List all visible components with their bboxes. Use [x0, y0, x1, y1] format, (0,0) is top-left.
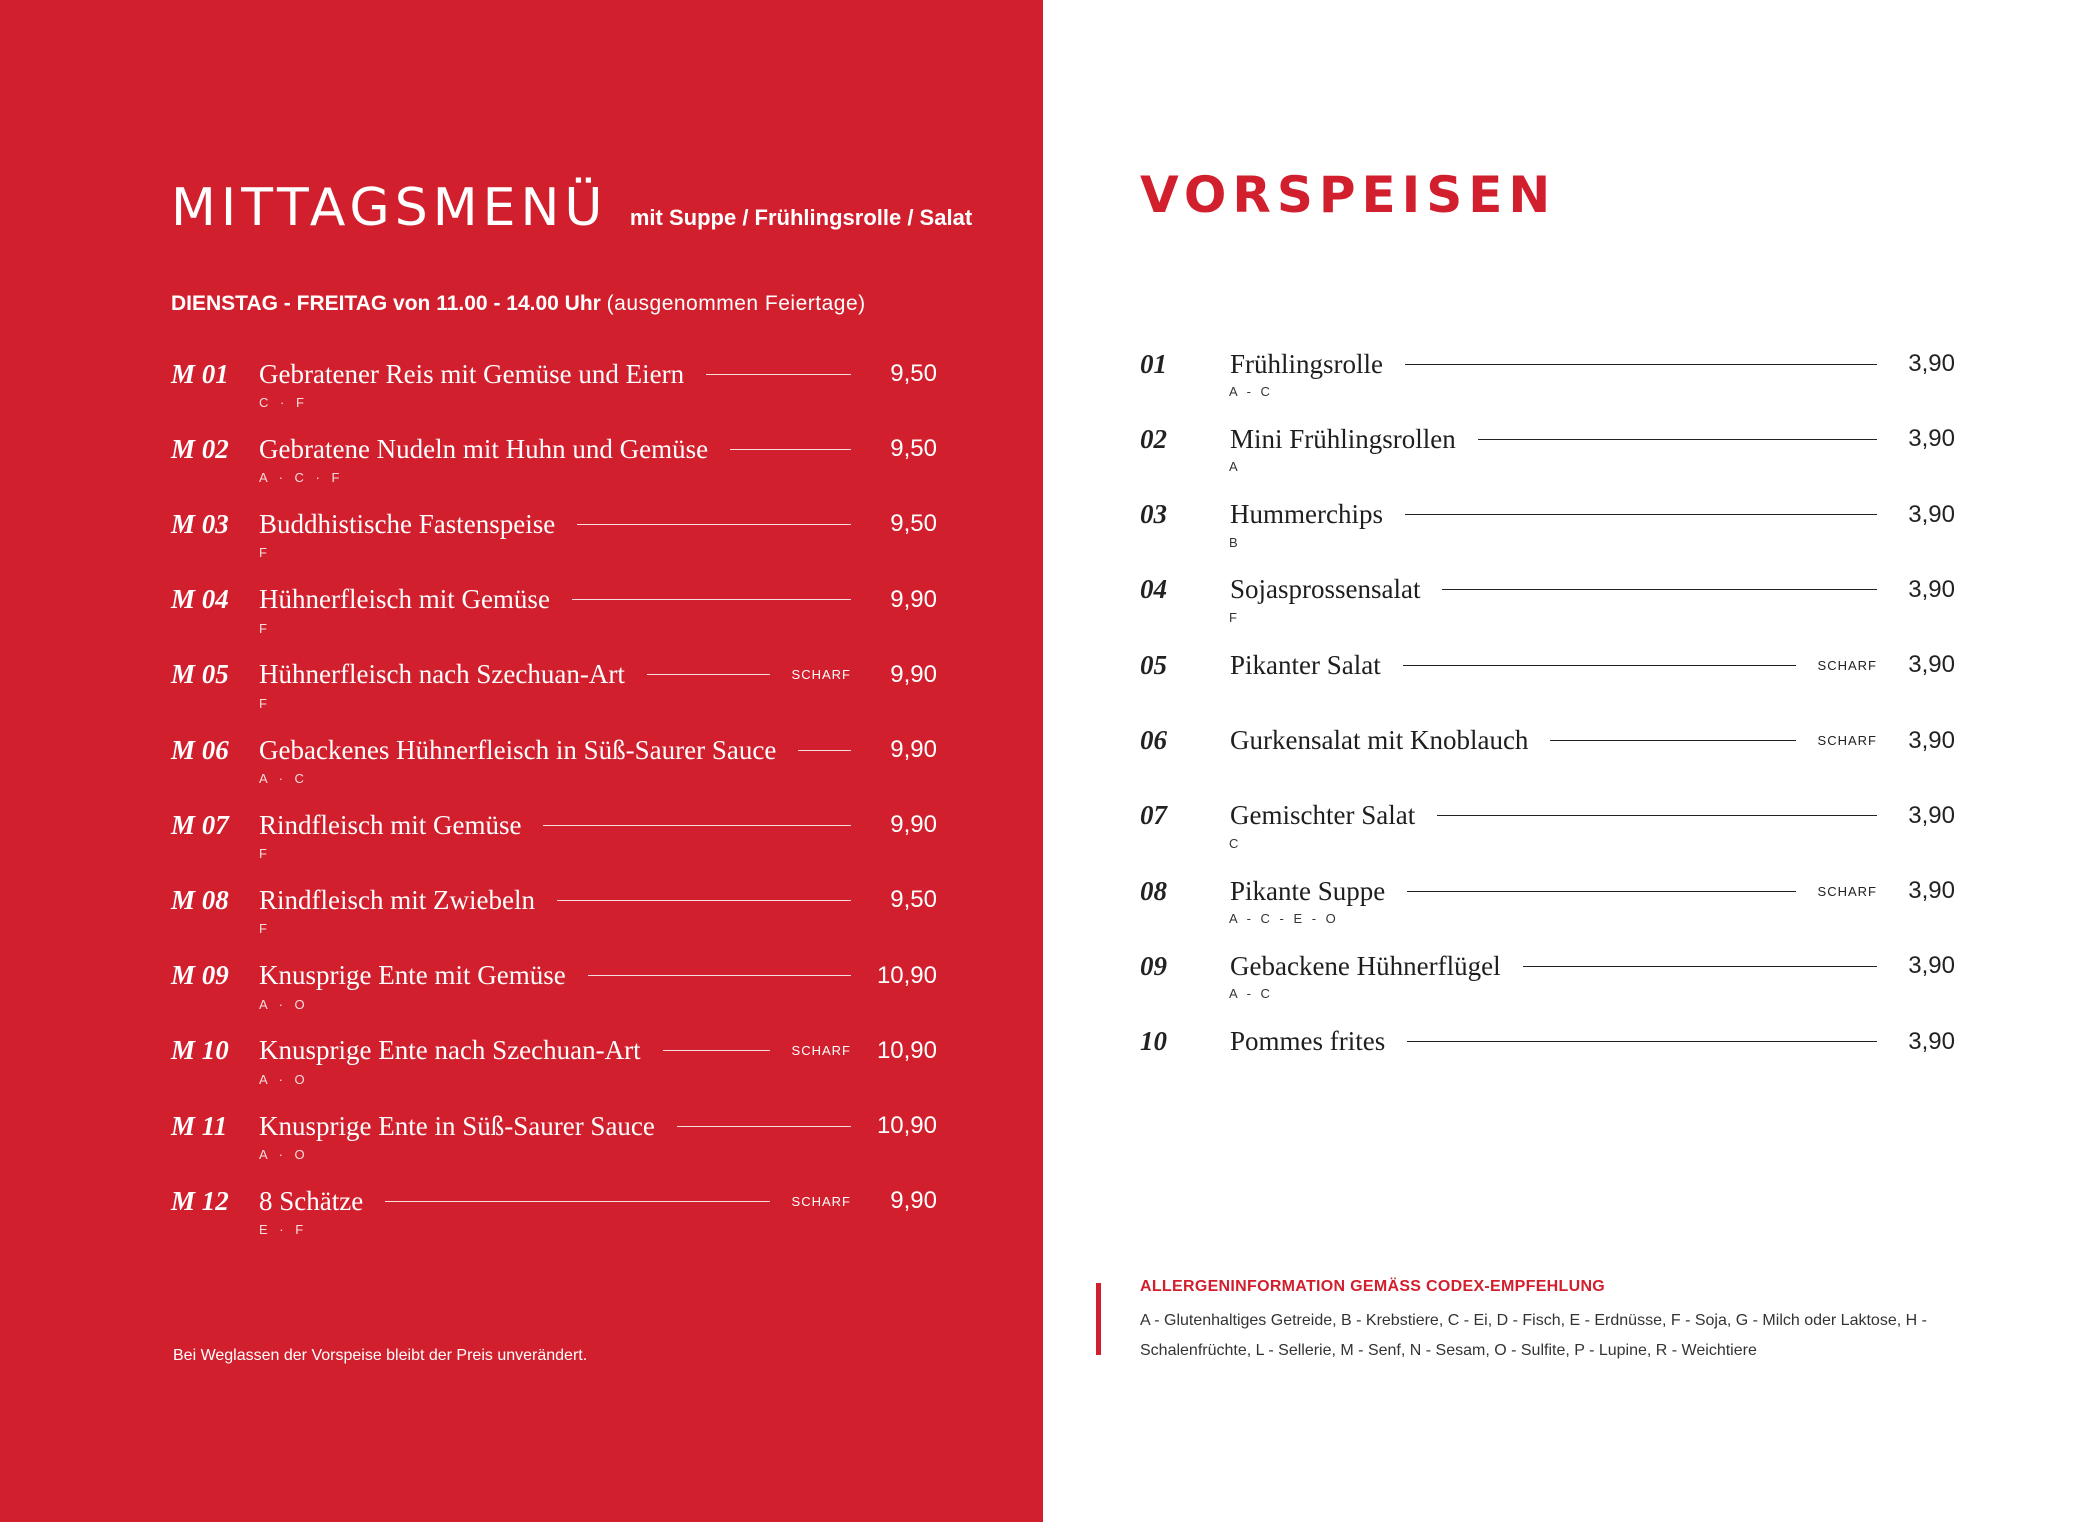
allergen-info-accent-bar — [1096, 1283, 1101, 1355]
item-price: 9,50 — [890, 435, 937, 463]
item-allergens: A · O — [259, 1071, 309, 1087]
item-allergens: F — [259, 695, 271, 711]
item-price: 3,90 — [1908, 877, 1955, 905]
allergen-info-title: ALLERGENINFORMATION GEMÄSS CODEX-EMPFEHLUNG — [1140, 1278, 1606, 1295]
item-name: Buddhistische Fastenspeise — [259, 508, 556, 539]
item-allergens: F — [259, 620, 271, 636]
menu-item — [1140, 414, 1955, 464]
dotted-leader-line — [706, 374, 851, 375]
dotted-leader-line — [385, 1201, 769, 1202]
item-code: 02 — [1140, 423, 1167, 454]
item-code: M 06 — [171, 734, 229, 765]
item-price: 3,90 — [1908, 651, 1955, 679]
item-code: M 03 — [171, 508, 229, 539]
item-price: 9,90 — [890, 660, 937, 688]
item-name: Mini Frühlingsrollen — [1230, 423, 1456, 454]
dotted-leader-line — [1405, 514, 1877, 515]
item-name: Pommes frites — [1230, 1026, 1386, 1057]
spicy-tag: SCHARF — [791, 1043, 851, 1059]
item-name: Pikante Suppe — [1230, 875, 1386, 906]
menu-item — [171, 1101, 937, 1151]
menu-item — [1140, 339, 1955, 389]
item-code: 01 — [1140, 348, 1167, 379]
item-code: M 07 — [171, 809, 229, 840]
item-name: Rindfleisch mit Zwiebeln — [259, 884, 535, 915]
menu-item — [171, 499, 937, 549]
dotted-leader-line — [572, 599, 851, 600]
menu-item — [171, 650, 937, 700]
item-price: 10,90 — [876, 1112, 937, 1139]
dotted-leader-line — [1523, 966, 1877, 967]
item-name: Hummerchips — [1230, 499, 1383, 530]
item-price: 3,90 — [1908, 350, 1955, 377]
item-allergens: A · C · F — [259, 470, 344, 486]
dotted-leader-line — [557, 900, 851, 901]
item-code: 03 — [1140, 499, 1167, 530]
item-name: Gebackene Hühnerflügel — [1230, 950, 1501, 981]
item-name: Knusprige Ente in Süß-Saurer Sauce — [259, 1110, 655, 1141]
spicy-tag: SCHARF — [1817, 657, 1877, 673]
item-name: Gebratene Nudeln mit Huhn und Gemüse — [259, 433, 709, 464]
item-name: Frühlingsrolle — [1230, 348, 1383, 379]
menu-item — [1140, 791, 1955, 841]
menu-item — [1140, 640, 1955, 690]
dotted-leader-line — [663, 1050, 770, 1051]
item-name: 8 Schätze — [259, 1185, 364, 1216]
menu-item — [171, 951, 937, 1001]
dotted-leader-line — [730, 449, 851, 450]
dotted-leader-line — [543, 825, 851, 826]
menu-item — [171, 1176, 937, 1226]
item-code: 04 — [1140, 574, 1167, 605]
item-price: 3,90 — [1908, 425, 1955, 453]
item-price: 9,90 — [890, 585, 937, 613]
menu-item — [171, 725, 937, 775]
lunch-footnote: Bei Weglassen der Vorspeise bleibt der Preis unverändert. — [173, 1347, 588, 1364]
item-price: 9,50 — [890, 510, 937, 538]
item-code: 07 — [1140, 800, 1167, 831]
menu-item — [171, 349, 937, 399]
item-code: M 10 — [171, 1035, 229, 1066]
item-code: M 05 — [171, 659, 229, 690]
item-price: 9,50 — [890, 886, 937, 914]
item-price: 3,90 — [1908, 500, 1955, 528]
item-allergens: F — [259, 846, 271, 862]
starters-title: VORSPEISEN — [1140, 166, 1557, 224]
item-price: 9,50 — [890, 360, 937, 387]
starters-panel — [1043, 0, 2100, 1517]
menu-item — [171, 1026, 937, 1076]
item-name: Gurkensalat mit Knoblauch — [1230, 725, 1529, 755]
menu-item — [171, 575, 937, 625]
dotted-leader-line — [798, 750, 851, 751]
item-name: Hühnerfleisch mit Gemüse — [259, 584, 550, 615]
spicy-tag: SCHARF — [791, 667, 851, 683]
item-allergens: A — [1229, 459, 1241, 475]
item-code: 05 — [1140, 649, 1167, 680]
item-price: 9,90 — [890, 811, 937, 839]
item-price: 3,90 — [1908, 1027, 1955, 1055]
item-code: 10 — [1140, 1026, 1167, 1057]
dotted-leader-line — [1407, 891, 1795, 892]
item-name: Gebratener Reis mit Gemüse und Eiern — [259, 358, 685, 389]
spicy-tag: SCHARF — [1817, 883, 1877, 899]
item-allergens: E · F — [259, 1222, 308, 1238]
menu-item — [171, 424, 937, 474]
item-name: Gebackenes Hühnerfleisch in Süß-Saurer Sauce — [259, 734, 777, 765]
lunch-hours — [171, 292, 866, 316]
spicy-tag: SCHARF — [1817, 733, 1877, 748]
lunch-subtitle: mit Suppe / Frühlingsrolle / Salat — [629, 205, 973, 230]
item-name: Hühnerfleisch nach Szechuan-Art — [259, 659, 625, 690]
item-allergens: F — [259, 545, 271, 561]
dotted-leader-line — [1405, 364, 1877, 365]
dotted-leader-line — [1437, 815, 1877, 816]
item-code: M 12 — [171, 1185, 229, 1216]
dotted-leader-line — [647, 674, 770, 675]
item-allergens: F — [1229, 609, 1240, 625]
item-code: 09 — [1140, 950, 1167, 981]
dotted-leader-line — [1407, 1041, 1877, 1042]
dotted-leader-line — [677, 1126, 851, 1127]
item-code: M 01 — [171, 358, 229, 389]
item-allergens: C — [1229, 835, 1242, 851]
menu-item — [171, 875, 937, 925]
item-code: M 04 — [171, 584, 229, 615]
item-allergens: A - C — [1229, 986, 1273, 1002]
lunch-title: MITTAGSMENÜ — [171, 178, 608, 238]
menu-item — [1140, 716, 1955, 766]
dotted-leader-line — [1403, 665, 1796, 666]
item-price: 3,90 — [1908, 801, 1955, 829]
item-allergens: A - C - E - O — [1229, 911, 1339, 927]
menu-item — [1140, 941, 1955, 991]
dotted-leader-line — [588, 975, 851, 976]
lunch-hours-days: DIENSTAG - FREITAG von 11.00 - 14.00 Uhr — [171, 292, 601, 315]
item-allergens: A · C — [259, 771, 308, 786]
item-allergens: A · O — [259, 1147, 309, 1162]
item-name: Knusprige Ente mit Gemüse — [259, 960, 566, 991]
spicy-tag: SCHARF — [791, 1193, 851, 1209]
dotted-leader-line — [1550, 740, 1795, 741]
item-code: M 11 — [171, 1110, 228, 1141]
menu-item — [1140, 565, 1955, 615]
item-code: M 02 — [171, 433, 229, 464]
item-allergens: F — [259, 921, 271, 937]
item-price: 10,90 — [876, 1036, 937, 1064]
item-name: Rindfleisch mit Gemüse — [259, 809, 522, 840]
menu-item — [1140, 866, 1955, 916]
item-name: Pikanter Salat — [1230, 649, 1381, 680]
menu-item — [171, 800, 937, 850]
item-name: Gemischter Salat — [1230, 800, 1416, 831]
lunch-menu-panel — [0, 0, 1043, 1522]
item-name: Knusprige Ente nach Szechuan-Art — [259, 1035, 641, 1066]
item-price: 3,90 — [1908, 726, 1955, 754]
item-allergens: B — [1229, 534, 1241, 550]
item-allergens: A · O — [259, 996, 309, 1012]
item-price: 3,90 — [1908, 952, 1955, 980]
item-code: 08 — [1140, 875, 1167, 906]
dotted-leader-line — [1478, 439, 1877, 440]
dotted-leader-line — [577, 524, 851, 525]
item-allergens: A - C — [1229, 384, 1273, 399]
item-price: 9,90 — [890, 736, 937, 763]
menu-item — [1140, 1017, 1955, 1067]
item-code: M 08 — [171, 884, 229, 915]
dotted-leader-line — [1442, 589, 1877, 590]
item-code: M 09 — [171, 960, 229, 991]
item-code: 06 — [1140, 725, 1167, 755]
lunch-title-row — [171, 178, 972, 238]
item-price: 9,90 — [890, 1187, 937, 1215]
item-name: Sojasprossensalat — [1230, 574, 1421, 605]
allergen-info-text: A - Glutenhaltiges Getreide, B - Krebstiere, C - Ei, D - Fisch, E - Erdnüsse, F - Soja, G - Milch oder Laktose, H - Schalenfrüchte, L - Sellerie, M - Senf, N - Sesam, O - Sulfite, P - Lupine, R - Weichtiere — [1140, 1312, 1927, 1359]
item-price: 10,90 — [876, 961, 937, 989]
lunch-hours-note: (ausgenommen Feiertage) — [606, 292, 866, 315]
item-allergens: C · F — [259, 395, 308, 410]
item-price: 3,90 — [1908, 575, 1955, 603]
menu-item — [1140, 490, 1955, 540]
